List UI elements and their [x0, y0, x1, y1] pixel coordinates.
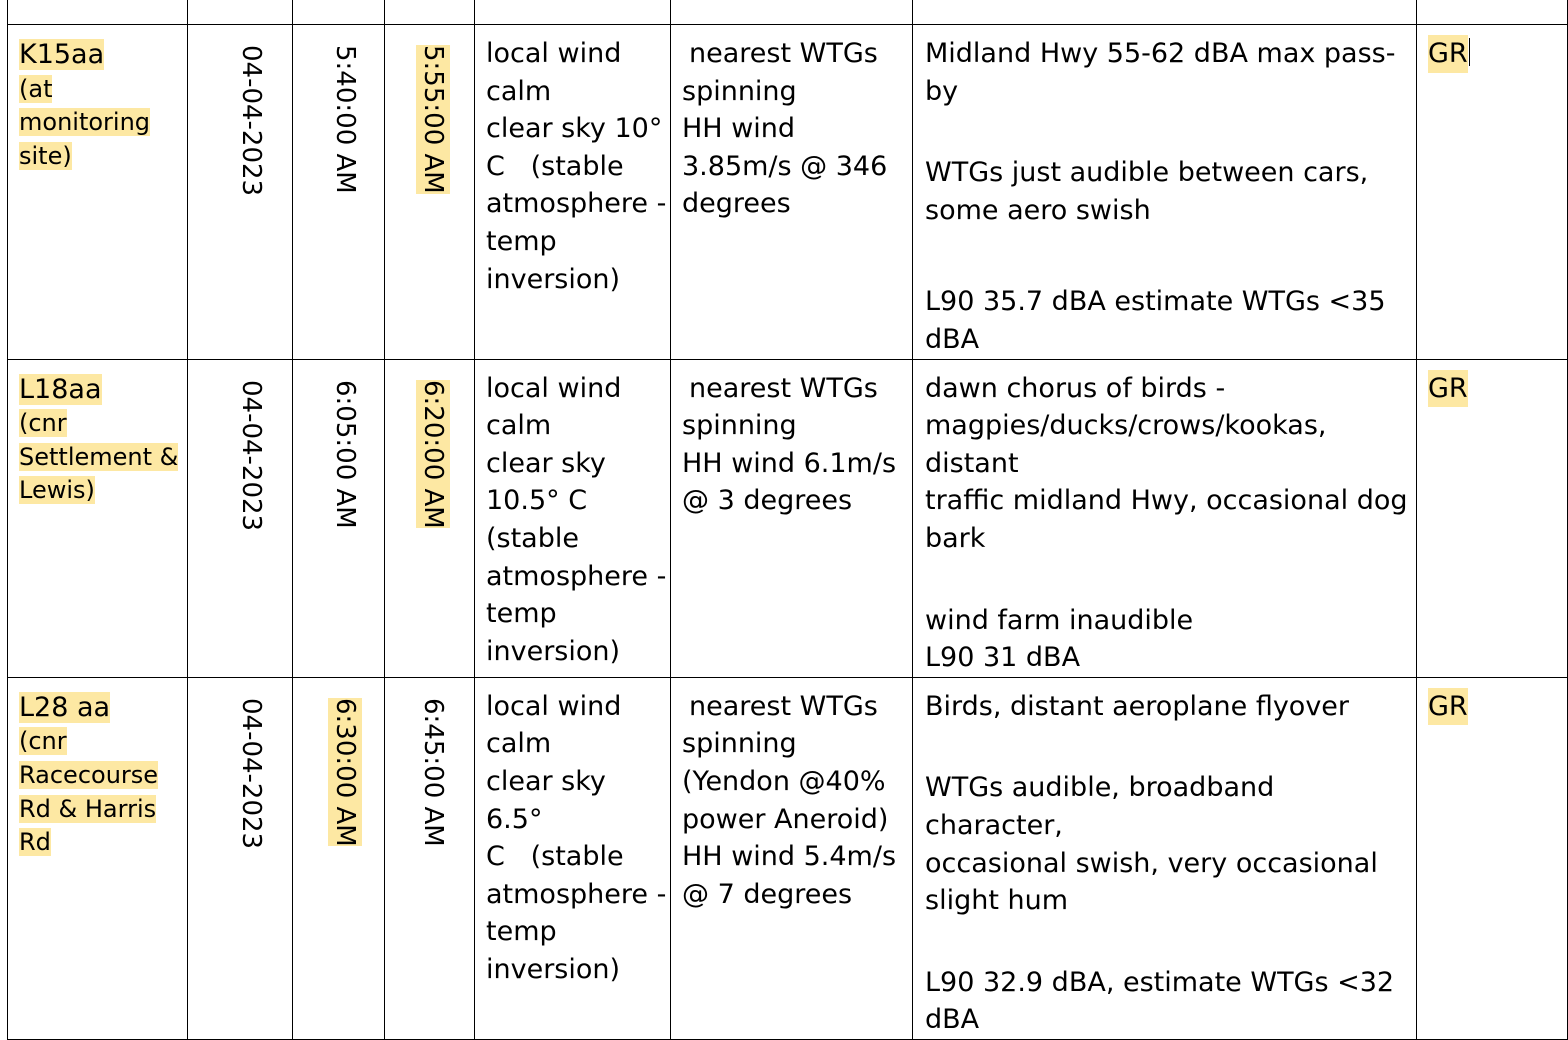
- observation-line: slight hum: [925, 885, 1069, 917]
- cell-site[interactable]: [8, 25, 188, 360]
- table-row: [8, 677, 1568, 1039]
- conditions-line: clear sky 10°: [486, 113, 663, 145]
- conditions-line: atmosphere -: [486, 560, 667, 592]
- date-text: 04-04-2023: [236, 45, 266, 197]
- observation-line: L90 35.7 dBA estimate WTGs <35 dBA: [925, 286, 1386, 355]
- paragraph-gap: [925, 558, 1410, 602]
- wtg-line: HH wind 5.4m/s: [682, 841, 897, 873]
- observation-line: traffic midland Hwy, occasional dog: [925, 485, 1408, 517]
- cell-end-prev[interactable]: [385, 0, 475, 25]
- cell-start-time[interactable]: [293, 359, 385, 677]
- conditions-line: C (stable: [486, 841, 624, 873]
- wtg-line: spinning: [682, 410, 797, 442]
- cell-end-time[interactable]: [385, 359, 475, 677]
- paragraph-gap: [925, 725, 1410, 769]
- table-row: [8, 25, 1568, 360]
- conditions-line: temp: [486, 598, 557, 630]
- cell-observer[interactable]: [1417, 359, 1568, 677]
- cell-observations-prev[interactable]: [913, 0, 1417, 25]
- conditions-line: temp: [486, 225, 557, 257]
- site-desc-line: Racecourse: [19, 760, 159, 789]
- observation-line: dBA: [925, 1004, 980, 1036]
- cell-observer[interactable]: [1417, 25, 1568, 360]
- cell-observer[interactable]: [1417, 677, 1568, 1039]
- cell-start-prev[interactable]: [293, 0, 385, 25]
- observer-initials: GR: [1428, 688, 1468, 726]
- site-code: K15aa: [19, 39, 105, 70]
- start-time-text: 5:40:00 AM: [330, 45, 360, 194]
- conditions-line: calm: [486, 410, 552, 442]
- cell-date[interactable]: [188, 677, 293, 1039]
- conditions-line: (stable: [486, 522, 579, 554]
- observation-line: Midland Hwy 55-62 dBA max pass-by: [925, 38, 1396, 107]
- observer-initials: GR: [1428, 35, 1468, 73]
- cell-wtg-status[interactable]: [671, 25, 913, 360]
- observation-line: occasional swish, very occasional: [925, 847, 1378, 879]
- table-row: [8, 359, 1568, 677]
- wtg-line: nearest WTGs: [689, 690, 878, 722]
- conditions-line: C (stable: [486, 150, 624, 182]
- cell-end-time[interactable]: [385, 677, 475, 1039]
- conditions-line: atmosphere -: [486, 878, 667, 910]
- site-desc-line: (cnr: [19, 409, 67, 438]
- cell-date[interactable]: [188, 25, 293, 360]
- conditions-line: inversion): [486, 953, 621, 985]
- observation-line: magpies/ducks/crows/kookas, distant: [925, 410, 1327, 479]
- wtg-line: nearest WTGs: [689, 38, 878, 69]
- cell-site-prev[interactable]: [8, 0, 188, 25]
- observation-line: wind farm inaudible: [925, 604, 1194, 636]
- wtg-line: spinning: [682, 75, 797, 107]
- cell-wtg-status[interactable]: [671, 359, 913, 677]
- start-time-text: 6:30:00 AM: [330, 697, 360, 847]
- cell-start-time[interactable]: [293, 677, 385, 1039]
- paragraph-gap: [925, 229, 1410, 283]
- site-desc-line: Rd: [19, 828, 51, 857]
- cell-date[interactable]: [188, 359, 293, 677]
- conditions-line: local wind: [486, 690, 622, 722]
- text-cursor: [1469, 38, 1471, 66]
- site-desc-line: (cnr: [19, 727, 67, 756]
- cell-conditions[interactable]: [475, 25, 671, 360]
- conditions-line: temp: [486, 916, 557, 948]
- conditions-line: clear sky: [486, 447, 606, 479]
- site-code: L28 aa: [19, 691, 111, 723]
- cell-conditions[interactable]: [475, 359, 671, 677]
- wtg-line: @ 3 degrees: [682, 485, 853, 517]
- cell-observations[interactable]: [913, 25, 1417, 360]
- date-text: 04-04-2023: [236, 697, 266, 849]
- site-desc-line: site): [19, 141, 72, 170]
- observation-line: L90 31 dBA: [925, 642, 1081, 674]
- end-time-text: 6:20:00 AM: [418, 379, 448, 529]
- observer-initials: GR: [1428, 370, 1468, 408]
- date-text: 04-04-2023: [236, 379, 266, 531]
- conditions-line: 10.5° C: [486, 485, 588, 517]
- wtg-line: nearest WTGs: [689, 372, 878, 404]
- conditions-line: calm: [486, 728, 552, 760]
- wtg-line: degrees: [682, 188, 791, 220]
- cell-observations[interactable]: [913, 359, 1417, 677]
- cell-observations[interactable]: [913, 677, 1417, 1039]
- wtg-line: HH wind: [682, 113, 796, 145]
- conditions-tail-text: [486, 0, 620, 3]
- cell-conditions[interactable]: [475, 677, 671, 1039]
- conditions-line: calm: [486, 75, 552, 107]
- wtg-line: spinning: [682, 728, 797, 760]
- wtg-line: HH wind 6.1m/s: [682, 447, 897, 479]
- wtg-line: @ 7 degrees: [682, 878, 853, 910]
- observation-table: [7, 0, 1568, 1040]
- site-code: L18aa: [19, 373, 102, 405]
- paragraph-gap: [925, 920, 1410, 964]
- site-desc-line: (at: [19, 74, 53, 103]
- conditions-line: atmosphere -: [486, 188, 667, 220]
- conditions-line: local wind: [486, 372, 622, 404]
- observation-line: bark: [925, 522, 986, 554]
- conditions-line: inversion): [486, 263, 621, 295]
- site-desc-line: monitoring: [19, 108, 151, 137]
- start-time-text: 6:05:00 AM: [330, 379, 360, 529]
- observation-line: WTGs just audible between cars,: [925, 157, 1369, 189]
- conditions-line: clear sky 6.5°: [486, 765, 606, 835]
- conditions-line: local wind: [486, 38, 622, 69]
- cell-date-prev[interactable]: [188, 0, 293, 25]
- cell-site[interactable]: [8, 677, 188, 1039]
- wtg-line: (Yendon @40%: [682, 765, 886, 797]
- wtg-line: 3.85m/s @ 346: [682, 150, 888, 182]
- wtg-line: power Aneroid): [682, 803, 889, 835]
- site-desc-line: Settlement &: [19, 442, 179, 471]
- site-desc-line: Rd & Harris: [19, 794, 157, 823]
- observation-line: dawn chorus of birds -: [925, 372, 1226, 404]
- observation-line: WTGs audible, broadband character,: [925, 772, 1275, 841]
- cell-wtg-status[interactable]: [671, 677, 913, 1039]
- table-row-previous: [8, 0, 1568, 25]
- cell-observer-prev[interactable]: [1417, 0, 1568, 25]
- cell-conditions-prev[interactable]: [475, 0, 671, 25]
- cell-start-time[interactable]: [293, 25, 385, 360]
- end-time-text: 6:45:00 AM: [418, 697, 448, 847]
- cell-wtg-prev[interactable]: [671, 0, 913, 25]
- paragraph-gap: [925, 110, 1410, 154]
- observation-line: L90 32.9 dBA, estimate WTGs <32: [925, 966, 1395, 998]
- observation-line: Birds, distant aeroplane flyover: [925, 690, 1350, 722]
- conditions-line: inversion): [486, 635, 621, 667]
- site-desc-line: Lewis): [19, 476, 95, 505]
- end-time-text: 5:55:00 AM: [418, 45, 448, 194]
- observation-line: some aero swish: [925, 194, 1151, 226]
- cell-site[interactable]: [8, 359, 188, 677]
- cell-end-time[interactable]: [385, 25, 475, 360]
